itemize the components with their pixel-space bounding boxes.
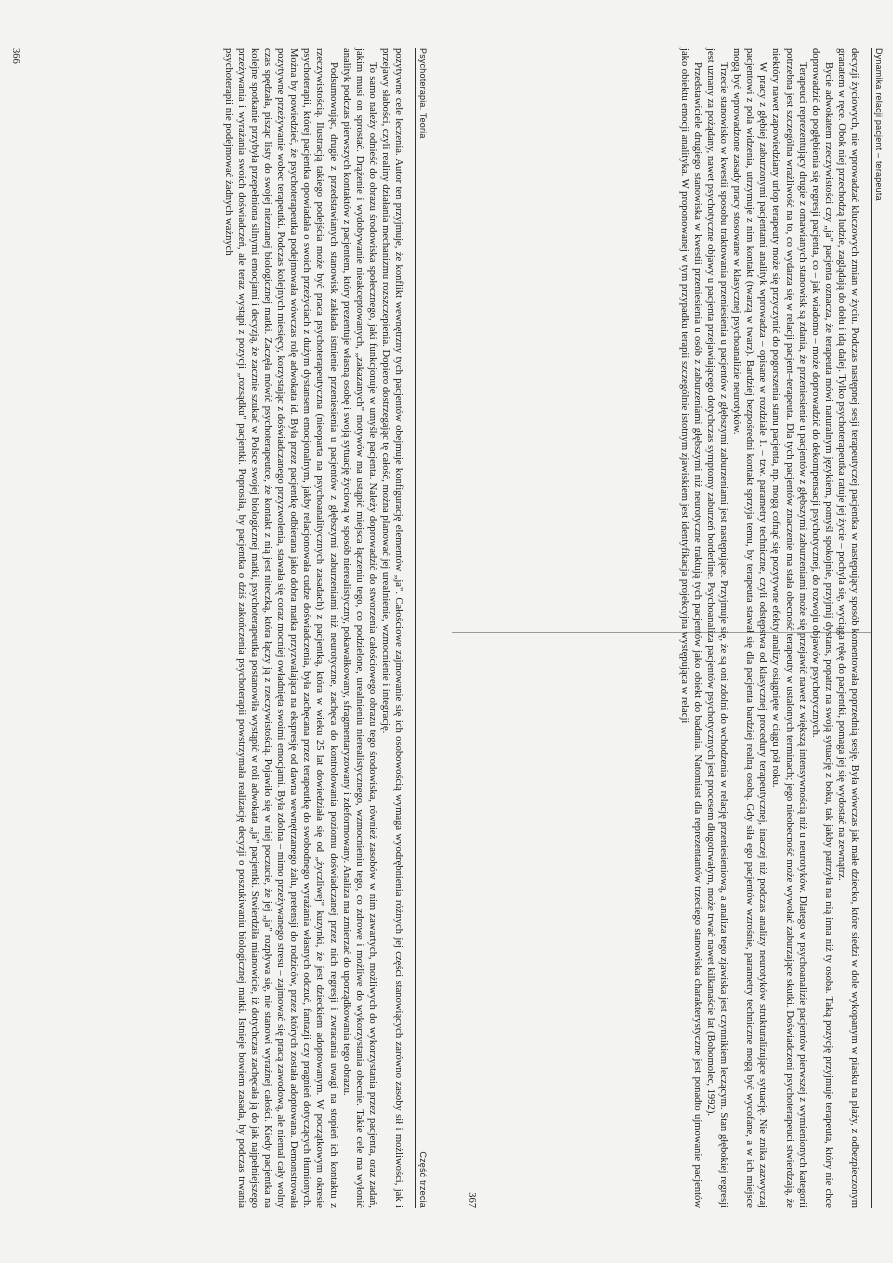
left-page-body: [222, 48, 405, 1208]
paragraph: pozytywne cele leczenia. Autor ten przyjmuje, że konflikt wewnętrzny tych pacjentów obejmuje konfigurację elementów „ja". Całościowe zajmowanie się ich osobowością wymaga wyodrębnienia różnych jej części stanowiących zarówno zasoby sił i możliwości, jak i przejawy słabości, czyli realiny działania mechanizmu rozszczepienia. Dopiero dostrzegając tę całość, można planować jej urealnienie, wzmocnienie i integrację.: [379, 48, 404, 1208]
running-head-part: Część trzecia: [418, 1151, 428, 1208]
right-page: [468, 48, 888, 1208]
paragraph: Trzecie stanowisko w kwestii sposobu traktowania przeniesienia u pacjentów z głębszymi zaburzeniami jest następujące. Przyjmuje się, że są oni zdolni do wchodzenia w relację przeniesieniową, a analiza tego zjawiska jest czynnikiem leczącym. Stan głębokiej regresji jest uznany za pożądany, nawet psychotyczne objawy u pacjenta przejawiającego dotychczas symptomy zaburzeń borderline. Psychoanaliza pacjentów psychotycznych jest procesem długotrwałym, może trwać nawet kilkanaście lat (Bohomolec, 1992).: [704, 48, 730, 1208]
paragraph: Przedstawiciele drugiego stanowiska w kwestii przeniesienia u osób z zaburzeniami głębszymi niż neurotyczne traktują tych pacjentów jako obiekt do badania. Natomiast dla reprezentantów trzeciego stanowiska charakterystyczne jest ponadto ujmowanie pacjentów jako obiektu emocji analityka. W proponowanej w tym przypadku terapii szczególnie istotnym zjawiskiem jest identyfikacja projekcyjna występująca w relacji: [678, 48, 703, 1208]
paragraph: Podsumowując, drugie z przedstawianych stanowisk zakłada istnienie przeniesienia u pacjentów z głębszymi zaburzeniami niż neurotyczne, zachęca do kontrolowania poziomu doświadczanej przez nich regresji i zwracania uwagi na stopień ich kontaktu z rzeczywistością. Ilustracją takiego podejścia może być praca psychoterapeutyczna (nieoparta na psychoanalitycznych zasadach) z pacjentką, która w wieku 25 lat dowiedziała się od „życzliwej" kuzynki, że jest dzieckiem adoptowanym. W początkowym okresie psychoterapii, której pacjentka opowiadała o swoich przeżyciach z dużym dystansem emocjonalnym, jakby relacjonowała cudze doświadczenia, była zachęcana przez terapeutkę do swobodnego wyrażania własnych odczuć, fantazji czy pragnień dotyczących tłumionych. Można by powiedzieć, że psychoterapeutka podejmowała wówczas rolę adwokata id. Była przez pacjentkę odbierana jako dobra matka przyzwalająca na ekspresję od dawna wewnętrzanego żalu, pretensji do rodziców, przez których została adoptowana. Demonstrowała pozytywne przeżywanie wobec terapeutki. Podczas kolejnych miesięcy, korzystając z doświadczanego przyzwolenia, stawała się coraz mocniej owładnięta swoimi emocjami. Była zdolna – mimo przeżywanego stresu – zajmować się pracą zawodową, ale niemal cały wolny czas spędzała, pisząc listy do swojej nieznanej biologicznej matki. Zaczęła mówić psychoterapeutce, że kontakt z nią jest niteczką, która łączy ją z rzeczywistością. Pojawiło się w niej poczucie, że jej „ja" rozpływa się, nie stanowi wyraźnej całości. Kiedy pacjentka na kolejne spotkanie przybyła przepełniona silnymi emocjami i decyzją, że zacznie szukać w Polsce swojej biologicznej matki, psychoterapeutka postanowiła wystąpić w roli adwokata „ja" pacjentki. Stwierdziła mianowicie, iż dotychczas zachęcała ją do jak najpełniejszego przeżywania i wyrażania swoich doświadczeń, ale teraz wystąpi z pozycji „rozsądku" pacjentki. Poprosiła, by pacjentka o dziś zakończenia psychoterapii powstrzymała realizację decyzji o poszukiwaniu biologicznej matki. Istnieje bowiem zasada, by podczas trwania psychoterapii nie podejmować żadnych ważnych: [222, 48, 339, 1208]
paragraph: W pracy z głębiej zaburzonymi pacjentami analityk wprowadza – opisane w rozdziale 1. – tzw. parametry techniczne, czyli odstępstwa od klasycznej procedury terapeutycznej, inaczej niż podczas analizy neurotyków strukturalizujące sytuację. Nie znika zazwyczaj pacjentowi z pola widzenia, utrzymuje z nim kontakt (twarzą w twarz). Bardziej bezpośredni kontakt sprzyja temu, by terapeuta stawał się dla pacjenta bardziej realną osobą. Gdy siła ego pacjentów wzrośnie, parametry techniczne mogą być wycofane, a w ich miejsce mogą być wprowadzone zasady pracy stosowane w klasycznej psychoanalizie neurotyków.: [731, 48, 769, 1208]
running-head-right: [871, 48, 888, 1208]
left-page: [12, 48, 432, 1208]
paragraph: decyzji życiowych, nie wprowadzać kluczowych zmian w życiu. Podczas następnej sesji terapeutyczej pacjentka w następujący sposób komentowała poprzednią sesję. Była wówczas jak małe dziecko, które siedzi w dole wykopanym w piasku na plaży, z odbezpieczonym granatem w ręce. Obok niej przechodzą ludzie, zaglądają do dołu i idą dalej. Tylko psychoterapeutka ratuje jej życie – pochyla się, wyciąga rękę do pacjentki, pomaga jej się wydostać na zewnątrz.: [835, 48, 860, 1208]
running-head-title: Psychoterapia. Teoria: [418, 48, 428, 139]
paragraph: Terapeuci reprezentujący drugie z omawianych stanowisk są zdania, że przeniesienie u pacjentów z głębszymi zaburzeniami może się przejawić nawet z większą intensywnością niż u neurotyków. Dlatego w psychoanalizie pacjentów pierwszej z wymienionych kategorii potrzebna jest szczególna wrażliwość na to, co wydarza się w relacji pacjent–terapeuta. Dla tych pacjentów znaczenie ma stała obecność terapeuty w ustalonych terminach; jego nieobecność może wywołać zaburzające skutki. Doświadczeni psychoterapeuci stwierdzają, że niektóry nawet zapowiedziany urlop terapeuty może się przyczynić do pogorszenia stanu pacjenta, np. mogą cofnąć się pozytywne efekty analizy osiągnięte w ciągu pół roku.: [770, 48, 808, 1208]
page-number-right: 367: [466, 1192, 477, 1208]
page-number-left: 366: [10, 48, 21, 64]
running-head-left: [415, 48, 432, 1208]
paragraph: To samo należy odnieść do obrazu środowiska społecznego, jaki funkcjonuje w umyśle pacjenta. Należy doprowadzić do stworzenia całościowego obrazu tego środowiska, również zasobów w nim zawartych, możliwych do wykorzystania przez pacjenta, oraz zadań, jakim musi on sprostać. Drążenie i wydobywanie nieakceptowanych, „zakazanych" motywów ma ustąpić miejsca łączeniu tego, co podzielone, urealnieniu nierealistycznego, wzmocnieniu tego, co zdrowe i możliwe do wykorzystania obecnie. Takie cele ma wyłonić analityk podczas pierwszych kontaktów z pacjentem, który prezentuje własną osobę i swoją sytuację życiową w sposób nierealistyczny, pokawałkowany, sfragmentaryzowany i zdeformowany. Analiza ma zmierzać do uporządkowania tego obrazu.: [340, 48, 378, 1208]
right-page-body: [678, 48, 861, 1208]
paragraph: Bycie adwokatem rzeczywistości czy „ja" pacjenta oznacza, że terapeuta mówi naturalnym językiem, pomyśl spokojnie, przyjmij dystans, popatrz na swoją sytuację z boku, tak jakby patrzyła na nią inna niż ty osoba. Taką pozycję przyjmuje terapeuta, który nie chce doprowadzić do pogłębienia się regresji pacjenta, co – jak wiadomo – może doprowadzić do dekompensacji psychotycznej, do rozwoju objawów psychotycznych.: [809, 48, 834, 1208]
running-head-title: Dynamika relacji pacjent – terapeuta: [874, 48, 884, 201]
